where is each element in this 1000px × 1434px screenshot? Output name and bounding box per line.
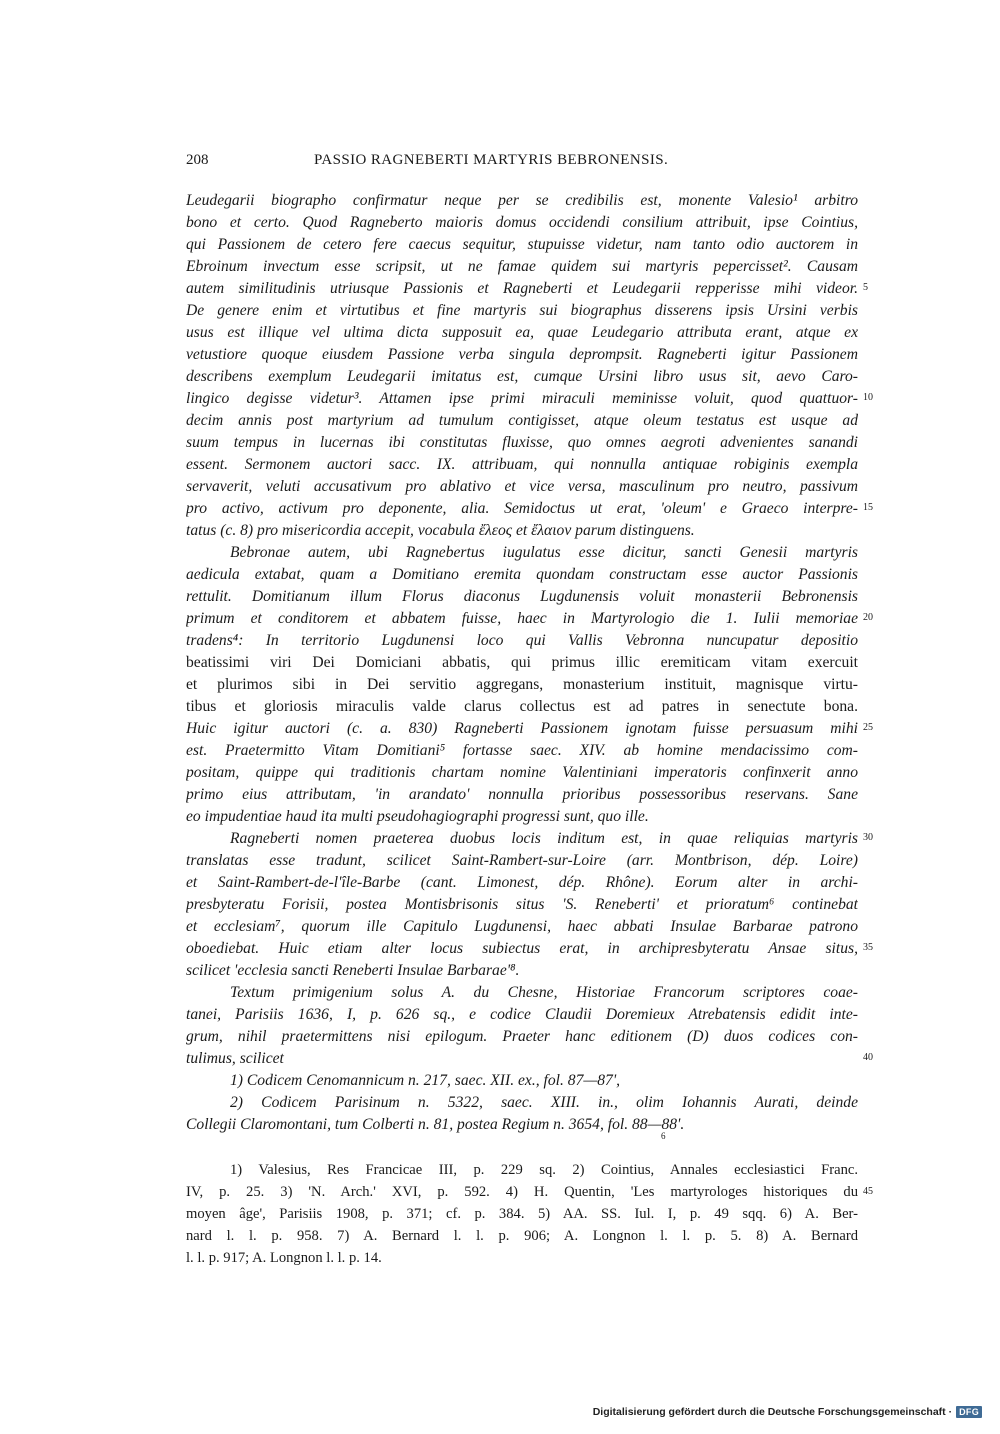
- body-line: presbyteratu Forisii, postea Montisbrisonis situs 'S. Reneberti' et prioratum⁶ continebat: [186, 896, 858, 913]
- line-number: 35: [863, 942, 873, 953]
- body-line: bono et certo. Quod Ragneberto maioris domus occidendi consilium attribuit, ipse Cointius,: [186, 214, 858, 231]
- footnote-line: IV, p. 25. 3) 'N. Arch.' XVI, p. 592. 4) H. Quentin, 'Les martyrologes historiques du: [186, 1184, 858, 1200]
- digitization-footer: [593, 1404, 982, 1420]
- signature-mark: 6: [661, 1131, 666, 1141]
- body-line: rettulit. Domitianum illum Florus diaconus Lugdunensis voluit monasterii Bebronensis: [186, 588, 858, 605]
- line-number: 10: [863, 392, 873, 403]
- body-line: tanei, Parisiis 1636, I, p. 626 sq., e codice Claudii Doremieux Atrebatensis edidit inte-: [186, 1006, 858, 1023]
- body-line: Collegii Claromontani, tum Colberti n. 81, postea Regium n. 3654, fol. 88—88'.: [186, 1116, 685, 1133]
- body-line: primo eius attributam, 'in arandato' nonnulla prioribus possessoribus reservans. Sane: [186, 786, 858, 803]
- body-line: qui Passionem de cetero fere caecus sequitur, stupuisse videtur, nam tanto odio auctorem in: [186, 236, 858, 253]
- body-line: 1) Codicem Cenomannicum n. 217, saec. XII. ex., fol. 87—87',: [230, 1072, 621, 1089]
- page-number: 208: [186, 152, 209, 168]
- body-line: et plurimos sibi in Dei servitio aggregans, monasterium instituit, magnisque virtu-: [186, 676, 858, 693]
- body-line: suum tempus in lucernas ibi constitutas fluxisse, quo omnes aegroti advenientes sanandi: [186, 434, 858, 451]
- body-line: Textum primigenium solus A. du Chesne, Historiae Francorum scriptores coae-: [230, 984, 858, 1001]
- line-number: 40: [863, 1052, 873, 1063]
- body-line: tulimus, scilicet: [186, 1050, 284, 1067]
- body-line: Huic igitur auctori (c. a. 830) Ragneberti Passionem ignotam fuisse persuasum mihi: [186, 720, 858, 737]
- footer-text: Digitalisierung gefördert durch die Deutsche Forschungsgemeinschaft ·: [592, 1406, 953, 1418]
- body-line: vetustiore quoque eiusdem Passione verba singula deprompsit. Ragneberti igitur Passionem: [186, 346, 858, 363]
- footnote-line: moyen âge', Parisiis 1908, p. 371; cf. p. 384. 5) AA. SS. Iul. I, p. 49 sqq. 6) A. Ber-: [186, 1206, 858, 1222]
- body-line: aedicula extabat, quam a Domitiano eremita quondam constructam esse auctor Passionis: [186, 566, 858, 583]
- footnote-line: l. l. p. 917; A. Longnon l. l. p. 14.: [186, 1250, 382, 1266]
- body-line: est. Praetermitto Vitam Domitiani⁵ fortasse saec. XIV. ab homine mendacissimo com-: [186, 742, 858, 759]
- body-line: decim annis post martyrium ad tumulum contigisset, atque oleum testatus est usque ad: [186, 412, 858, 429]
- body-line: 2) Codicem Parisinum n. 5322, saec. XIII. in., olim Iohannis Aurati, deinde: [230, 1094, 858, 1111]
- body-line: Leudegarii biographo confirmatur neque per se credibilis est, monente Valesio¹ arbitro: [186, 192, 858, 209]
- line-number: 15: [863, 502, 873, 513]
- body-line: lingico degisse videtur³. Attamen ipse primi miraculi meminisse voluit, quod quattuor-: [186, 390, 858, 407]
- body-line: positam, quippe qui traditionis chartam nomine Valentiniani imperatoris confinxerit anno: [186, 764, 858, 781]
- body-line: Bebronae autem, ubi Ragnebertus iugulatus esse dicitur, sancti Genesii martyris: [230, 544, 858, 561]
- body-line: oboediebat. Huic etiam alter locus subiectus erat, in archipresbyteratu Ansae situs,: [186, 940, 858, 957]
- body-line: essent. Sermonem auctori sacc. IX. attribuam, qui nonnulla antiquae robiginis exempla: [186, 456, 858, 473]
- body-line: De genere enim et virtutibus et fine martyris sui biographus disserens ipsis Ursini verbis: [186, 302, 858, 319]
- body-line: tradens⁴: In territorio Lugdunensi loco qui Vallis Vebronna nuncupatur depositio: [186, 632, 858, 649]
- line-number: 20: [863, 612, 873, 623]
- body-line: et ecclesiam⁷, quorum ille Capitulo Lugdunensi, haec abbati Insulae Barbarae patrono: [186, 918, 858, 935]
- body-line: tatus (c. 8) pro misericordia accepit, vocabula ἔλεος et ἔλαιον parum distinguens.: [186, 522, 695, 539]
- line-number: 25: [863, 722, 873, 733]
- footnote-line: nard l. l. p. 958. 7) A. Bernard l. l. p. 906; A. Longnon l. l. p. 5. 8) A. Bernard: [186, 1228, 858, 1244]
- line-number: 30: [863, 832, 873, 843]
- body-line: et Saint-Rambert-de-l'île-Barbe (cant. Limonest, dép. Rhône). Eorum alter in archi-: [186, 874, 858, 891]
- body-line: scilicet 'ecclesia sancti Reneberti Insulae Barbarae'⁸.: [186, 962, 520, 979]
- footnote-line: 1) Valesius, Res Francicae III, p. 229 sq. 2) Cointius, Annales ecclesiastici Franc.: [230, 1162, 858, 1178]
- body-line: describens exemplum Leudegarii imitatus est, cumque Ursini libro usus sit, aevo Caro-: [186, 368, 858, 385]
- dfg-logo: DFG: [956, 1406, 982, 1418]
- body-line: servaverit, veluti accusativum pro ablativo et vice versa, masculinum pro neutro, passivum: [186, 478, 858, 495]
- body-line: autem similitudinis utriusque Passionis et Ragneberti et Leudegarii repperisse mihi videor.: [186, 280, 858, 297]
- body-line: beatissimi viri Dei Domiciani abbatis, qui primus illic eremiticam vitam exercuit: [186, 654, 858, 671]
- running-header: [186, 152, 858, 172]
- body-line: primum et conditorem et abbatem fuisse, haec in Martyrologio die 1. Iulii memoriae: [186, 610, 858, 627]
- body-line: Ebroinum invectum esse scripsit, ut ne famae quidem sui martyris pepercisset². Causam: [186, 258, 858, 275]
- running-title: PASSIO RAGNEBERTI MARTYRIS BEBRONENSIS.: [314, 152, 669, 168]
- body-line: Ragneberti nomen praeterea duobus locis inditum est, in quae reliquias martyris: [230, 830, 858, 847]
- line-number: 5: [863, 282, 868, 293]
- line-number: 45: [863, 1186, 873, 1197]
- body-line: translatas esse tradunt, scilicet Saint-Rambert-sur-Loire (arr. Montbrison, dép. Loire): [186, 852, 858, 869]
- body-line: pro activo, activum pro deponente, alia. Semidoctus ut erat, 'oleum' e Graeco interpre-: [186, 500, 858, 517]
- body-line: tibus et gloriosis miraculis valde clarus collectus est ad patres in senectute bona.: [186, 698, 858, 715]
- body-line: usus est illique vel ultima dicta supposuit ea, quae Leudegario attributa erant, atque ex: [186, 324, 858, 341]
- body-line: grum, nihil praetermittens nisi epilogum. Praeter hanc editionem (D) duos codices con-: [186, 1028, 858, 1045]
- body-line: eo impudentiae haud ita multi pseudohagiographi progressi sunt, quo ille.: [186, 808, 649, 825]
